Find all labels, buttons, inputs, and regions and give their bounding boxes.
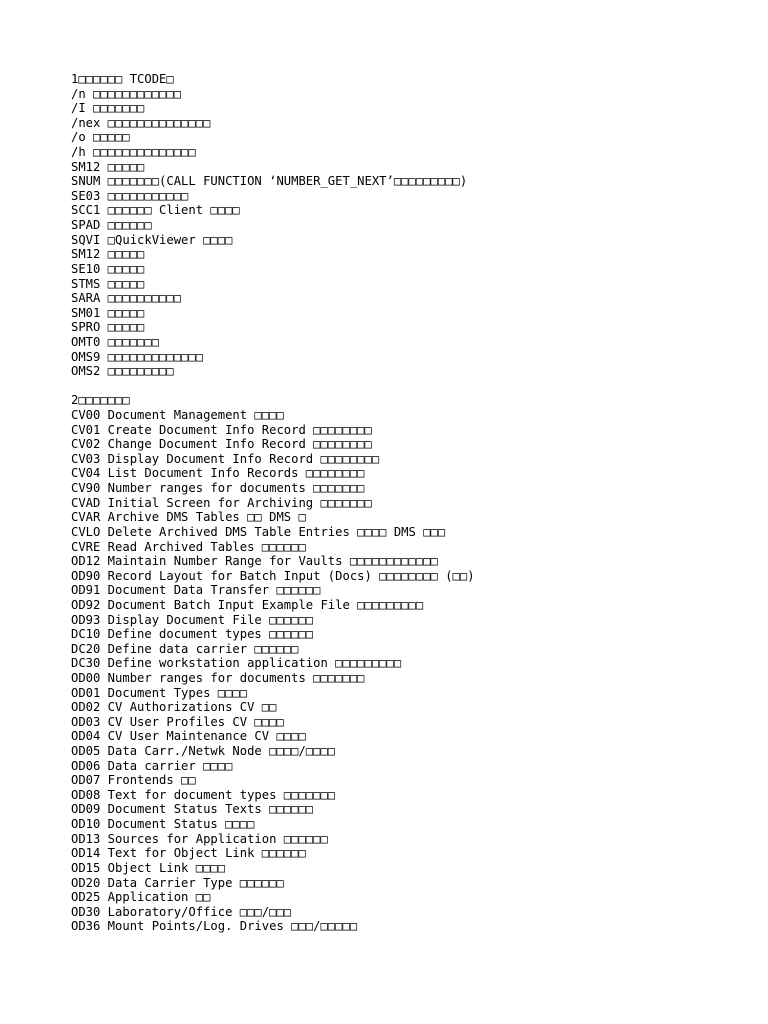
text-line: OD08 Text for document types □□□□□□□ bbox=[71, 787, 336, 802]
text-line: SM01 □□□□□ bbox=[71, 305, 145, 320]
text-line: STMS □□□□□ bbox=[71, 276, 145, 291]
text-line: OD30 Laboratory/Office □□□/□□□ bbox=[71, 904, 292, 919]
text-line: CV04 List Document Info Records □□□□□□□□ bbox=[71, 466, 365, 481]
text-line: OD93 Display Document File □□□□□□ bbox=[71, 612, 314, 627]
text-line: OD03 CV User Profiles CV □□□□ bbox=[71, 714, 284, 729]
text-line: OD04 CV User Maintenance CV □□□□ bbox=[71, 729, 306, 744]
text-line: OD10 Document Status □□□□ bbox=[71, 817, 255, 832]
text-line: CV00 Document Management □□□□ bbox=[71, 408, 284, 423]
text-line: CV90 Number ranges for documents □□□□□□□ bbox=[71, 481, 365, 496]
text-line: SE10 □□□□□ bbox=[71, 261, 145, 276]
text-line: OD90 Record Layout for Batch Input (Docs) □□□□□□□□ (□□) bbox=[71, 568, 475, 583]
text-line: OD15 Object Link □□□□ bbox=[71, 860, 226, 875]
text-line: OD92 Document Batch Input Example File □□□□□□□□□ bbox=[71, 597, 424, 612]
text-line: /nex □□□□□□□□□□□□□□ bbox=[71, 115, 211, 130]
text-line: OD25 Application □□ bbox=[71, 890, 211, 905]
tcode-section-general bbox=[71, 72, 768, 379]
tcode-section-document-management bbox=[71, 393, 768, 934]
text-line: OD09 Document Status Texts □□□□□□ bbox=[71, 802, 314, 817]
text-line: SNUM □□□□□□□(CALL FUNCTION ‘NUMBER_GET_NEXT’□□□□□□□□□) bbox=[71, 174, 468, 189]
text-line: OD02 CV Authorizations CV □□ bbox=[71, 700, 277, 715]
text-line: SE03 □□□□□□□□□□□ bbox=[71, 188, 189, 203]
text-line: /h □□□□□□□□□□□□□□ bbox=[71, 145, 196, 160]
text-line: OMS2 □□□□□□□□□ bbox=[71, 364, 174, 379]
text-line: SM12 □□□□□ bbox=[71, 247, 145, 262]
text-line: SM12 □□□□□ bbox=[71, 159, 145, 174]
text-line: OD36 Mount Points/Log. Drives □□□/□□□□□ bbox=[71, 919, 358, 934]
text-line: OD91 Document Data Transfer □□□□□□ bbox=[71, 583, 321, 598]
text-line: OD00 Number ranges for documents □□□□□□□ bbox=[71, 670, 365, 685]
text-line: CVAD Initial Screen for Archiving □□□□□□□ bbox=[71, 495, 372, 510]
text-line: OD14 Text for Object Link □□□□□□ bbox=[71, 846, 306, 861]
text-line: OD05 Data Carr./Netwk Node □□□□/□□□□ bbox=[71, 744, 336, 759]
text-line: /I □□□□□□□ bbox=[71, 101, 145, 116]
text-line: /o □□□□□ bbox=[71, 130, 130, 145]
text-line: OD01 Document Types □□□□ bbox=[71, 685, 248, 700]
text-line: CV01 Create Document Info Record □□□□□□□□ bbox=[71, 422, 372, 437]
text-line: CVRE Read Archived Tables □□□□□□ bbox=[71, 539, 306, 554]
text-line: OMS9 □□□□□□□□□□□□□ bbox=[71, 349, 204, 364]
text-line: DC10 Define document types □□□□□□ bbox=[71, 627, 314, 642]
text-line: DC20 Define data carrier □□□□□□ bbox=[71, 641, 299, 656]
text-line: OD06 Data carrier □□□□ bbox=[71, 758, 233, 773]
text-line: DC30 Define workstation application □□□□□□□□□ bbox=[71, 656, 402, 671]
text-line: SARA □□□□□□□□□□ bbox=[71, 291, 182, 306]
text-line: CVAR Archive DMS Tables □□ DMS □ bbox=[71, 510, 306, 525]
text-line: SPRO □□□□□ bbox=[71, 320, 145, 335]
text-line: OD20 Data Carrier Type □□□□□□ bbox=[71, 875, 284, 890]
text-line: OMT0 □□□□□□□ bbox=[71, 334, 160, 349]
text-line: SQVI □QuickViewer □□□□ bbox=[71, 232, 233, 247]
text-line: CV03 Display Document Info Record □□□□□□□□ bbox=[71, 451, 380, 466]
text-line: SCC1 □□□□□□ Client □□□□ bbox=[71, 203, 240, 218]
text-line: OD07 Frontends □□ bbox=[71, 773, 196, 788]
text-line: CVLO Delete Archived DMS Table Entries □□□□ DMS □□□ bbox=[71, 524, 446, 539]
text-line: OD12 Maintain Number Range for Vaults □□□□□□□□□□□□ bbox=[71, 554, 438, 569]
text-line: /n □□□□□□□□□□□□ bbox=[71, 86, 182, 101]
text-line: 1□□□□□□ TCODE□ bbox=[71, 72, 174, 86]
text-line: SPAD □□□□□□ bbox=[71, 218, 152, 233]
text-line: OD13 Sources for Application □□□□□□ bbox=[71, 831, 328, 846]
text-line: 2□□□□□□□ bbox=[71, 393, 130, 408]
text-line: CV02 Change Document Info Record □□□□□□□□ bbox=[71, 437, 372, 452]
